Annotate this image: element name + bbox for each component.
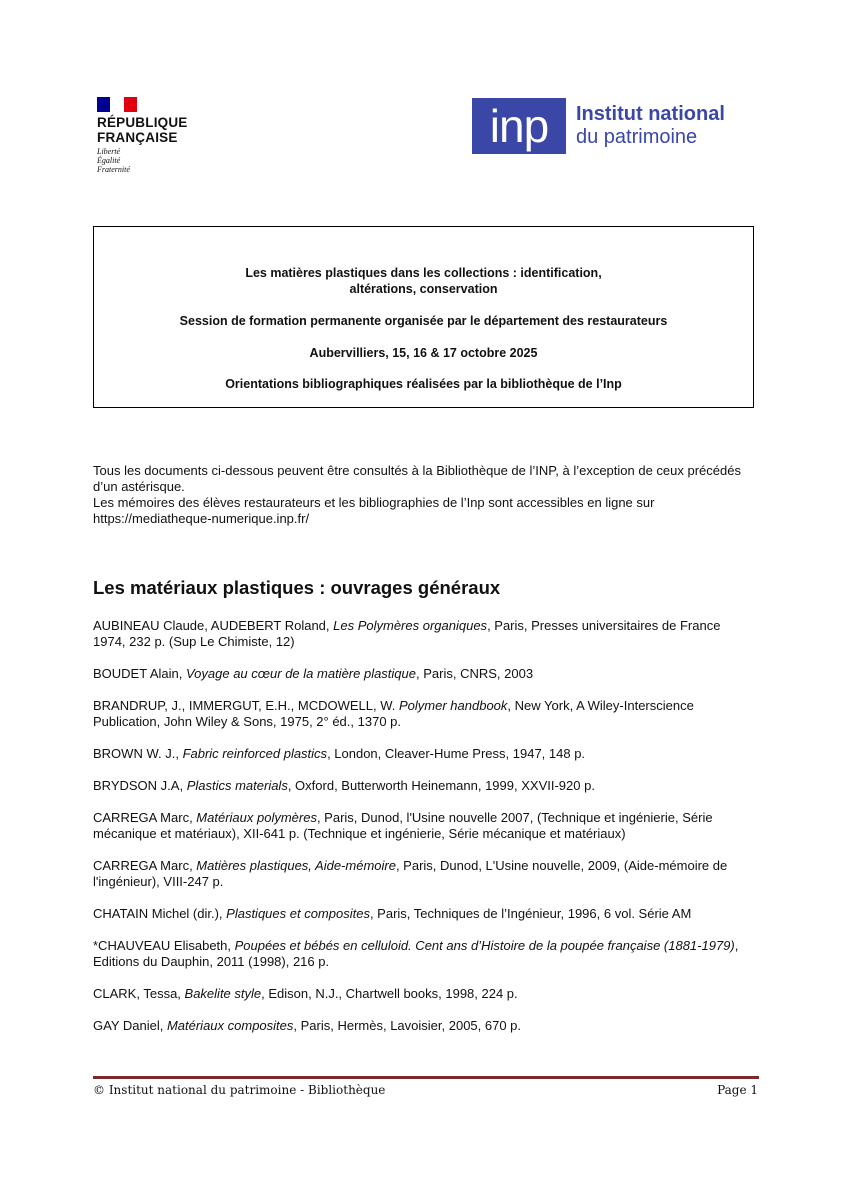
- entry-authors: CHATAIN Michel (dir.),: [93, 906, 227, 921]
- session-description: Session de formation permanente organisée par le département des restaurateurs: [179, 314, 668, 328]
- rf-motto-egalite: Égalité: [97, 156, 121, 165]
- rf-motto-liberte: Liberté: [97, 147, 121, 156]
- entry-authors: CLARK, Tessa,: [93, 986, 185, 1001]
- bibliography-entry: [93, 746, 755, 762]
- flag-blue-band: [97, 97, 110, 112]
- training-title-line-a: Les matières plastiques dans les collections : identification,: [245, 266, 602, 280]
- entry-authors: CARREGA Marc,: [93, 810, 197, 825]
- entry-details: , Paris, Dunod, l'Usine nouvelle 2007, (Technique et ingénierie, Série mécanique et matériaux), XII-641 p. (Technique et ingénierie, Série mécanique et matériaux): [93, 810, 713, 841]
- bibliography-entry: [93, 810, 755, 842]
- inp-logo-text: [576, 103, 725, 149]
- entry-title: Les Polymères organiques: [333, 618, 488, 633]
- entry-authors: CARREGA Marc,: [93, 858, 197, 873]
- entry-authors: GAY Daniel,: [93, 1018, 167, 1033]
- title-box: [93, 226, 754, 408]
- rf-name-line2: FRANÇAISE: [97, 130, 178, 145]
- intro-text: [93, 463, 763, 527]
- inp-logo-mark: inp: [472, 98, 566, 154]
- entry-title: Bakelite style: [184, 986, 262, 1001]
- entry-authors: AUBINEAU Claude, AUDEBERT Roland,: [93, 618, 334, 633]
- entry-authors: BRANDRUP, J., IMMERGUT, E.H., MCDOWELL, W.: [93, 698, 400, 713]
- entry-details: , Paris, CNRS, 2003: [416, 666, 534, 681]
- entry-title: Fabric reinforced plastics: [182, 746, 328, 761]
- bibliography-entry: [93, 778, 755, 794]
- rf-motto-fraternite: Fraternité: [97, 165, 130, 174]
- intro-line-2: Les mémoires des élèves restaurateurs et les bibliographies de l’Inp sont accessibles en ligne sur https://mediatheque-numerique.inp.fr/: [93, 495, 655, 526]
- entry-authors: BRYDSON J.A,: [93, 778, 187, 793]
- bibliography-entry: [93, 698, 755, 730]
- entry-authors: *CHAUVEAU Elisabeth,: [93, 938, 235, 953]
- session-date-place: Aubervilliers, 15, 16 & 17 octobre 2025: [309, 346, 538, 360]
- bibliography-entry: [93, 666, 755, 682]
- inp-logo-line2: du patrimoine: [576, 126, 698, 148]
- bibliography-list: [93, 618, 755, 1050]
- section-title: Les matériaux plastiques : ouvrages généraux: [93, 577, 501, 598]
- entry-details: , Paris, Presses universitaires de France 1974, 232 p. (Sup Le Chimiste, 12): [93, 618, 721, 649]
- entry-title: Polymer handbook: [399, 698, 508, 713]
- entry-title: Plastics materials: [186, 778, 288, 793]
- entry-title: Poupées et bébés en celluloid. Cent ans d’Histoire de la poupée française (1881-1979): [234, 938, 735, 953]
- bibliography-credit: Orientations bibliographiques réalisées par la bibliothèque de l’Inp: [225, 377, 622, 391]
- entry-details: , Paris, Techniques de l’Ingénieur, 1996, 6 vol. Série AM: [369, 906, 692, 921]
- bibliography-entry: [93, 1018, 755, 1034]
- french-flag-icon: [97, 97, 137, 112]
- republique-francaise-logo: [97, 97, 207, 174]
- footer-rule: [93, 1076, 759, 1079]
- flag-red-band: [124, 97, 137, 112]
- rf-motto: [97, 147, 207, 174]
- entry-title: Matières plastiques, Aide-mémoire: [196, 858, 396, 873]
- entry-title: Voyage au cœur de la matière plastique: [185, 666, 417, 681]
- bibliography-entry: [93, 986, 755, 1002]
- entry-details: , Editions du Dauphin, 2011 (1998), 216 p.: [93, 938, 739, 969]
- training-title: [94, 265, 753, 297]
- bibliography-entry: [93, 906, 755, 922]
- bibliography-entry: [93, 858, 755, 890]
- footer-copyright: © Institut national du patrimoine - Bibliothèque: [93, 1083, 386, 1097]
- bibliography-entry: [93, 938, 755, 970]
- entry-title: Plastiques et composites: [226, 906, 370, 921]
- entry-title: Matériaux polymères: [196, 810, 317, 825]
- entry-authors: BROWN W. J.,: [93, 746, 183, 761]
- inp-logo-line1: Institut national: [576, 103, 725, 125]
- training-title-line-b: altérations, conservation: [349, 282, 498, 296]
- rf-name-line1: RÉPUBLIQUE: [97, 115, 188, 130]
- entry-details: , Paris, Dunod, L'Usine nouvelle, 2009, (Aide-mémoire de l'ingénieur), VIII-247 p.: [93, 858, 728, 889]
- entry-details: , London, Cleaver-Hume Press, 1947, 148 p.: [327, 746, 586, 761]
- entry-authors: BOUDET Alain,: [93, 666, 186, 681]
- page-number: Page 1: [717, 1083, 758, 1097]
- flag-white-band: [110, 97, 123, 112]
- entry-details: , Oxford, Butterworth Heinemann, 1999, XXVII-920 p.: [287, 778, 595, 793]
- entry-details: , New York, A Wiley-Interscience Publication, John Wiley & Sons, 1975, 2° éd., 1370 p.: [93, 698, 694, 729]
- intro-line-1: Tous les documents ci-dessous peuvent être consultés à la Bibliothèque de l’INP, à l’exception de ceux précédés d’un astérisque.: [93, 463, 741, 494]
- inp-logo: [472, 98, 725, 154]
- entry-title: Matériaux composites: [166, 1018, 294, 1033]
- entry-details: , Edison, N.J., Chartwell books, 1998, 224 p.: [261, 986, 518, 1001]
- bibliography-entry: [93, 618, 755, 650]
- entry-details: , Paris, Hermès, Lavoisier, 2005, 670 p.: [293, 1018, 522, 1033]
